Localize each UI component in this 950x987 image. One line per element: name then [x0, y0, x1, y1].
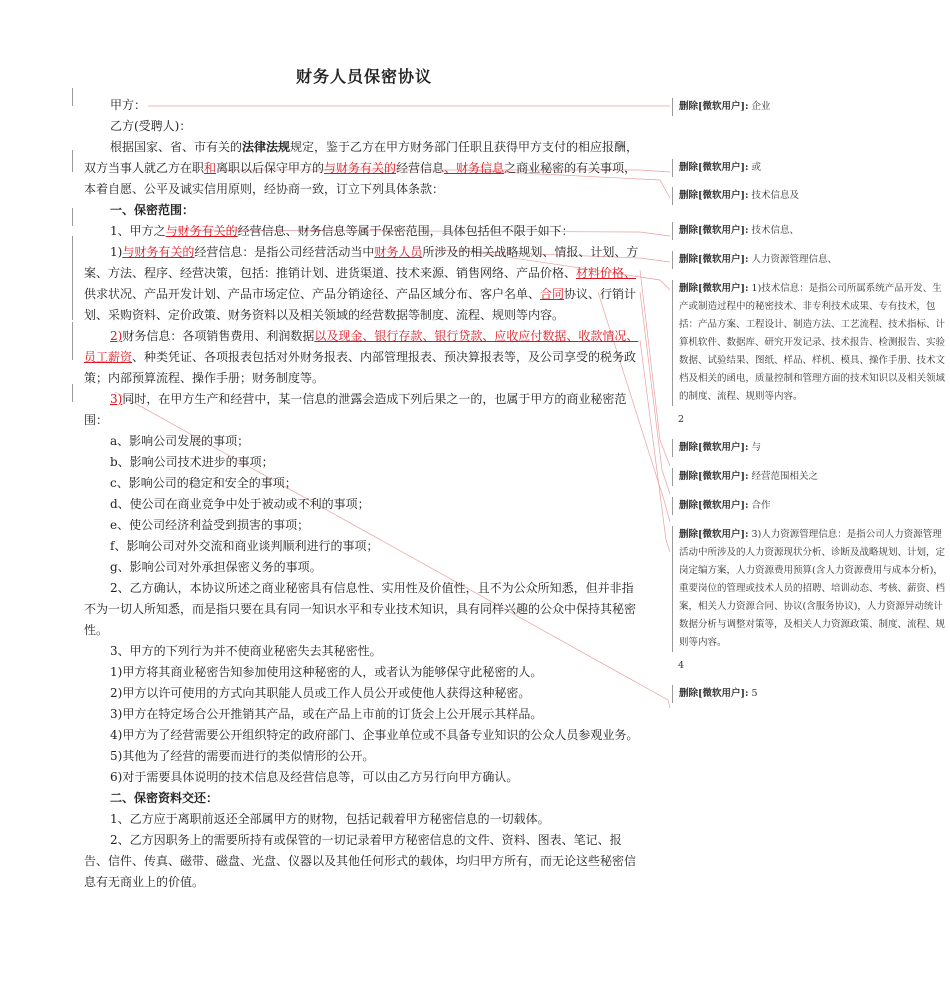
list-item: g、影响公司对外承担保密义务的事项。 [110, 560, 322, 574]
comment-balloon[interactable]: 删除[微软用户]: 人力资源管理信息、 [672, 251, 948, 269]
list-item: a、影响公司发展的事项； [110, 434, 250, 448]
party-a-line: 甲方： [110, 98, 147, 112]
change-bar-6 [72, 384, 73, 402]
comment-balloon[interactable]: 删除[微软用户]: 经营范围相关之 [672, 468, 948, 486]
comment-balloon[interactable]: 删除[微软用户]: 合作 [672, 497, 948, 515]
list-item: 2)甲方以许可使用的方式向其职能人员或工作人员公开或使他人获得这种秘密。 [110, 686, 531, 700]
comment-balloon[interactable]: 删除[微软用户]: 5 [672, 685, 948, 703]
document-body [84, 60, 644, 893]
party-b-line: 乙方(受聘人)： [110, 119, 192, 133]
change-bar-2 [72, 150, 73, 172]
intro-paragraph: 根据国家、省、市有关的法律法规规定，鉴于乙方在甲方财务部门任职且获得甲方支付的相应报酬，双方当事人就乙方在职和离职以后保守甲方的与财务有关的经营信息、财务信息之商业秘密的有关事项，本着自愿、公平及诚实信用原则，经协商一致，订立下列具体条款： [84, 140, 639, 196]
section-2-heading: 二、保密资料交还： [110, 791, 219, 805]
change-bar-5 [72, 322, 73, 360]
list-item: 5)其他为了经营的需要而进行的类似情形的公开。 [110, 749, 375, 763]
s1-financial-info: 2)财务信息：各项销售费用、利润数据以及现金、银行存款、银行贷款、应收应付数据、收款情况、员工薪资、种类凭证、各项报表包括对外财务报表、内部管理报表、预决算报表等，及公司享受的税务政策；内部预算流程、操作手册；财务制度等。 [84, 329, 639, 385]
comment-balloon[interactable]: 删除[微软用户]: 或 [672, 159, 948, 177]
s1-consequence-intro: 3)同时，在甲方生产和经营中，某一信息的泄露会造成下列后果之一的，也属于甲方的商业秘密范围： [84, 392, 627, 427]
comment-number: 2 [678, 414, 685, 425]
page-title: 财务人员保密协议 [295, 67, 432, 86]
section-1-heading: 一、保密范围： [110, 203, 195, 217]
list-item: b、影响公司技术进步的事项； [110, 455, 274, 469]
list-item: e、使公司经济利益受到损害的事项； [110, 518, 310, 532]
list-item: 1)甲方将其商业秘密告知参加使用这种秘密的人，或者认为能够保守此秘密的人。 [110, 665, 543, 679]
s1-clause-3: 3、甲方的下列行为并不使商业秘密失去其秘密性。 [110, 644, 382, 658]
comment-balloon[interactable]: 删除[微软用户]: 技术信息、 [672, 222, 948, 240]
s1-business-info: 1)与财务有关的经营信息：是指公司经营活动当中财务人员所涉及的相关战略规划、情报、计划、方案、方法、程序、经营决策，包括：推销计划、进货渠道、技术来源、销售网络、产品价格、材料价格、供求状况、产品开发计划、产品市场定位、产品分销途径、产品区域分布、客户名单、合同协议、行销计划、采购资料、定价政策、财务资料以及相关领域的经营数据等制度、流程、规则等内容。 [84, 245, 639, 322]
list-item: d、使公司在商业竞争中处于被动或不利的事项； [110, 497, 370, 511]
comment-number: 4 [678, 660, 685, 671]
change-bar-4 [72, 236, 73, 320]
change-bar-3 [72, 208, 73, 226]
list-item: 4)甲方为了经营需要公开组织特定的政府部门、企事业单位或不具备专业知识的公众人员参观业务。 [110, 728, 639, 742]
comment-pane [672, 98, 948, 714]
comment-balloon[interactable]: 删除[微软用户]: 企业 [672, 98, 948, 116]
list-item: c、影响公司的稳定和安全的事项； [110, 476, 297, 490]
s2-clause-1: 1、乙方应于离职前返还全部属甲方的财物，包括记载着甲方秘密信息的一切载体。 [110, 812, 550, 826]
list-item: 3)甲方在特定场合公开推销其产品，或在产品上市前的订货会上公开展示其样品。 [110, 707, 543, 721]
s1-clause-2: 2、乙方确认，本协议所述之商业秘密具有信息性、实用性及价值性，且不为公众所知悉，但并非指不为一切人所知悉，而是指只要在具有同一知识水平和专业技术知识，具有同样兴趣的公众中保持其秘密性。 [84, 581, 637, 637]
s1-clause-1: 1、甲方之与财务有关的经营信息、财务信息等属于保密范围，具体包括但不限于如下： [110, 224, 574, 238]
comment-balloon[interactable]: 删除[微软用户]: 1)技术信息：是指公司所属系统产品开发、生产或制造过程中的秘密技术、非专利技术成果、专有技术，包括：产品方案、工程设计、制造方法、工艺流程、技术指标、计算机软件、数据库、研究开发记录、技术报告、检测报告、实验数据、试验结果、图纸、样品、样机、模具、操作手册、技术文档及相关的函电，质量控制和管理方面的技术知识以及相关领域的制度、流程、规则等内容。 [672, 280, 948, 406]
comment-balloon[interactable]: 删除[微软用户]: 与 [672, 439, 948, 457]
s2-clause-2: 2、乙方因职务上的需要所持有或保管的一切记录着甲方秘密信息的文件、资料、图表、笔记、报告、信件、传真、磁带、磁盘、光盘、仪器以及其他任何形式的载体，均归甲方所有，而无论这些秘密信息有无商业上的价值。 [84, 833, 637, 889]
list-item: f、影响公司对外交流和商业谈判顺利进行的事项； [110, 539, 379, 553]
change-bar-1 [72, 88, 73, 106]
comment-balloon[interactable]: 删除[微软用户]: 技术信息及 [672, 187, 948, 205]
comment-balloon[interactable]: 删除[微软用户]: 3)人力资源管理信息：是指公司人力资源管理活动中所涉及的人力资源现状分析、诊断及战略规划、计划，定岗定编方案，人力资源费用预算(含人力资源费用与成本分析)，重要岗位的管理或技术人员的招聘、培训动态、考核、薪资、档案，相关人力资源合同、协议(含服务协议)，人力资源异动统计数据分析与调整对策等，及相关人力资源政策、制度、流程、规则等内容。 [672, 526, 948, 652]
list-item: 6)对于需要具体说明的技术信息及经营信息等，可以由乙方另行向甲方确认。 [110, 770, 519, 784]
